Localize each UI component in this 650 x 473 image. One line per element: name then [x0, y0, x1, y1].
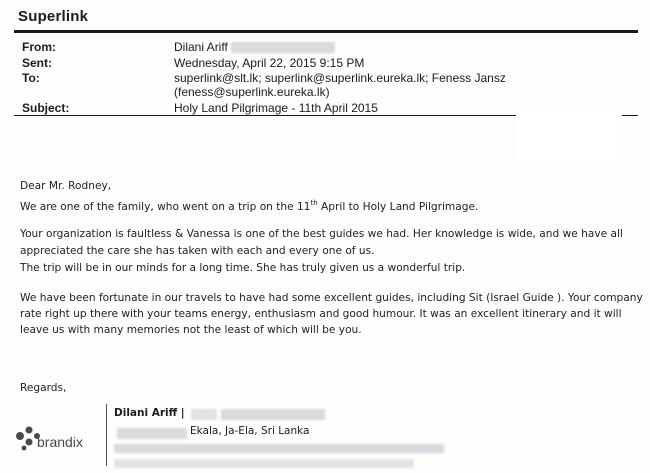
redacted-address [117, 428, 187, 439]
paragraph-3-line-3: leave us with many memories not the least of which will be you. [20, 324, 362, 336]
to-value-line1: superlink@slt.lk; superlink@superlink.eureka.lk; Feness Jansz [174, 71, 506, 85]
signature-name: Dilani Ariff | [114, 407, 185, 419]
paragraph-2-line-1: Your organization is faultless & Vanessa is one of the best guides we had. Her knowledge is wide, and we have all [20, 228, 623, 240]
regards: Regards, [20, 382, 67, 394]
body-line-1 [20, 195, 635, 216]
to-value-line2: (feness@superlink.eureka.lk) [174, 85, 330, 99]
redacted-signature-email [221, 409, 325, 420]
body-line-1-text-end: April to Holy Land Pilgrimage. [317, 201, 479, 213]
sent-label: Sent: [22, 56, 52, 70]
redacted-disclaimer-line [114, 459, 414, 468]
redacted-email-label [191, 409, 217, 420]
to-label: To: [22, 71, 40, 85]
body-line-1-text: We are one of the family, who went on a trip on the 11 [20, 201, 311, 213]
signature-divider [106, 404, 107, 466]
superscript-th: th [310, 199, 318, 207]
redacted-phone-line [114, 444, 444, 453]
greeting: Dear Mr. Rodney, [20, 180, 112, 192]
whiteout-patch [516, 112, 622, 164]
paragraph-3-line-1: We have been fortunate in our travels to have had some excellent guides, including Sit (Israel Guide ). Your company [20, 292, 643, 304]
from-label: From: [22, 40, 56, 54]
subject-label: Subject: [22, 101, 70, 115]
signature-address: Ekala, Ja-Ela, Sri Lanka [190, 425, 310, 437]
paragraph-3-line-2: rate right up there with your teams energy, enthusiasm and good humour. It was an excellent itinerary and it will [20, 308, 622, 320]
paragraph-2-line-2: appreciated the care she has taken with each and every one of us. [20, 245, 375, 257]
brandix-logo-text: brandix [37, 434, 83, 450]
from-value [174, 40, 335, 54]
redacted-email [231, 42, 335, 53]
from-name: Dilani Ariff [174, 40, 228, 54]
subject-value: Holy Land Pilgrimage - 11th April 2015 [174, 101, 378, 115]
header-title: Superlink [18, 8, 89, 25]
paragraph-2-line-3: The trip will be in our minds for a long time. She has truly given us a wonderful trip. [20, 262, 466, 274]
sent-value: Wednesday, April 22, 2015 9:15 PM [174, 56, 365, 70]
header-rule [14, 30, 638, 33]
